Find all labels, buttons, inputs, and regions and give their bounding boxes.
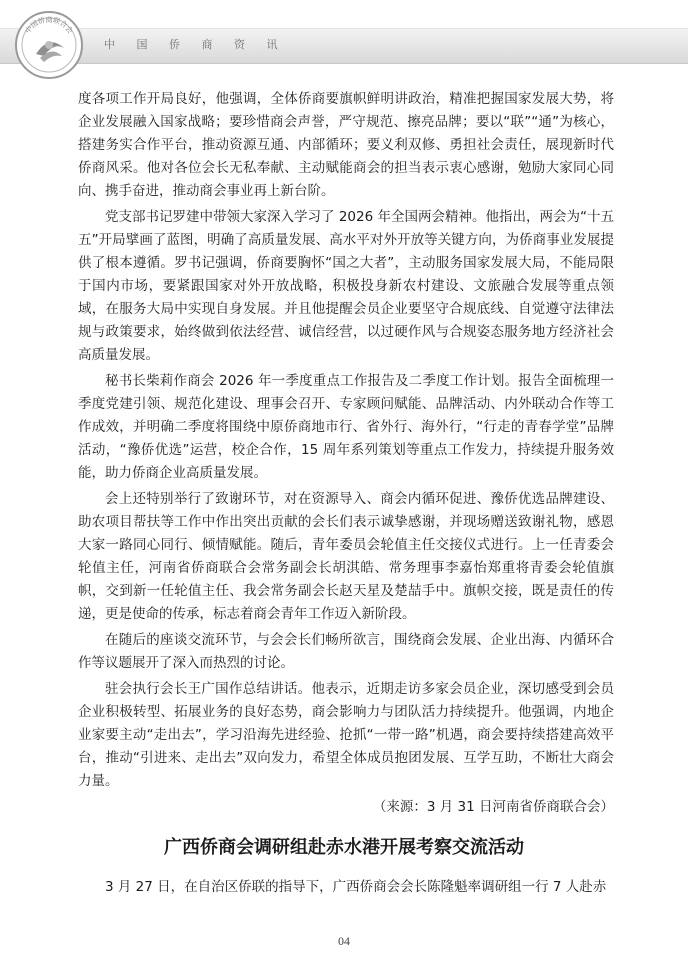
source-line: （来源：3 月 31 日河南省侨商联合会） (372, 799, 614, 815)
paragraph: 在随后的座谈交流环节，与会会长们畅所欲言，围绕商会发展、企业出海、内循环合作等议题展开了深入而热烈的讨论。 (78, 632, 614, 671)
header-title: 中 国 侨 商 资 讯 (104, 38, 287, 51)
article-title: 广西侨商会调研组赴赤水港开展考察交流活动 (164, 837, 524, 858)
article-body (78, 88, 614, 819)
paragraph: 会上还特别举行了致谢环节，对在资源导入、商会内循环促进、豫侨优选品牌建设、助农项目帮扶等工作中作出突出贡献的会长们表示诚挚感谢，并现场赠送致谢礼物，感恩大家一路同心同行、倾情赋能。随后，青年委员会轮值主任交接仪式进行。上一任青委会轮值主任，河南省侨商联合会常务副会长胡淇皓、常务理事李嘉怡郑重将青委会轮值旗帜，交到新一任轮值主任、我会常务副会长赵天星及楚喆手中。旗帜交接，既是责任的传递，更是使命的传承，标志着商会青年工作迈入新阶段。 (78, 491, 614, 622)
paragraph: 秘书长柴莉作商会 2026 年一季度重点工作报告及二季度工作计划。报告全面梳理一季度党建引领、规范化建设、理事会召开、专家顾问赋能、品牌活动、内外联动合作等工作成效，并明确二季度将围绕中原侨商地市行、省外行、海外行，“行走的青春学堂”品牌活动，“豫侨优选”运营，校企合作，15 周年系列策划等重点工作发力，持续提升服务效能，助力侨商企业高质量发展。 (78, 373, 614, 481)
paragraph: 3 月 27 日，在自治区侨联的指导下，广西侨商会会长陈隆魁率调研组一行 7 人赴赤 (105, 879, 607, 895)
paragraph: 驻会执行会长王广国作总结讲话。他表示，近期走访多家会员企业，深切感受到会员企业积极转型、拓展业务的良好态势，商会影响力与团队活力持续提升。他强调，内地企业家要主动“走出去”，学习沿海先进经验、抢抓“一带一路”机遇，商会要持续搭建高效平台，推动“引进来、走出去”双向发力，希望全体成员抱团发展、互学互助，不断壮大商会力量。 (78, 681, 614, 789)
logo-text: 中国侨商联合会 (23, 16, 75, 36)
paragraph: 度各项工作开局良好，他强调，全体侨商要旗帜鲜明讲政治，精准把握国家发展大势，将企业发展融入国家战略；要珍惜商会声誉，严守规范、擦亮品牌；要以“联”“通”为核心，搭建务实合作平台，推动资源互通、内部循环；要义利双修、勇担社会责任，展现新时代侨商风采。他对各位会长无私奉献、主动赋能商会的担当表示衷心感谢，勉励大家同心同向、携手奋进，推动商会事业再上新台阶。 (78, 91, 614, 199)
logo-emblem-icon (14, 10, 84, 80)
page-number: 04 (338, 934, 350, 948)
paragraph: 党支部书记罗建中带领大家深入学习了 2026 年全国两会精神。他指出，两会为“十五五”开局擘画了蓝图，明确了高质量发展、高水平对外开放等关键方向，为侨商事业发展提供了根本遵循。罗书记强调，侨商要胸怀“国之大者”，主动服务国家发展大局，不能局限于国内市场，要紧跟国家对外开放战略，积极投身新农村建设、文旅融合发展等重点领域，在服务大局中实现自身发展。并且他提醒会员企业要坚守合规底线、自觉遵守法律法规与政策要求，始终做到依法经营、诚信经营，以过硬作风与合规姿态服务地方经济社会高质量发展。 (78, 209, 614, 363)
